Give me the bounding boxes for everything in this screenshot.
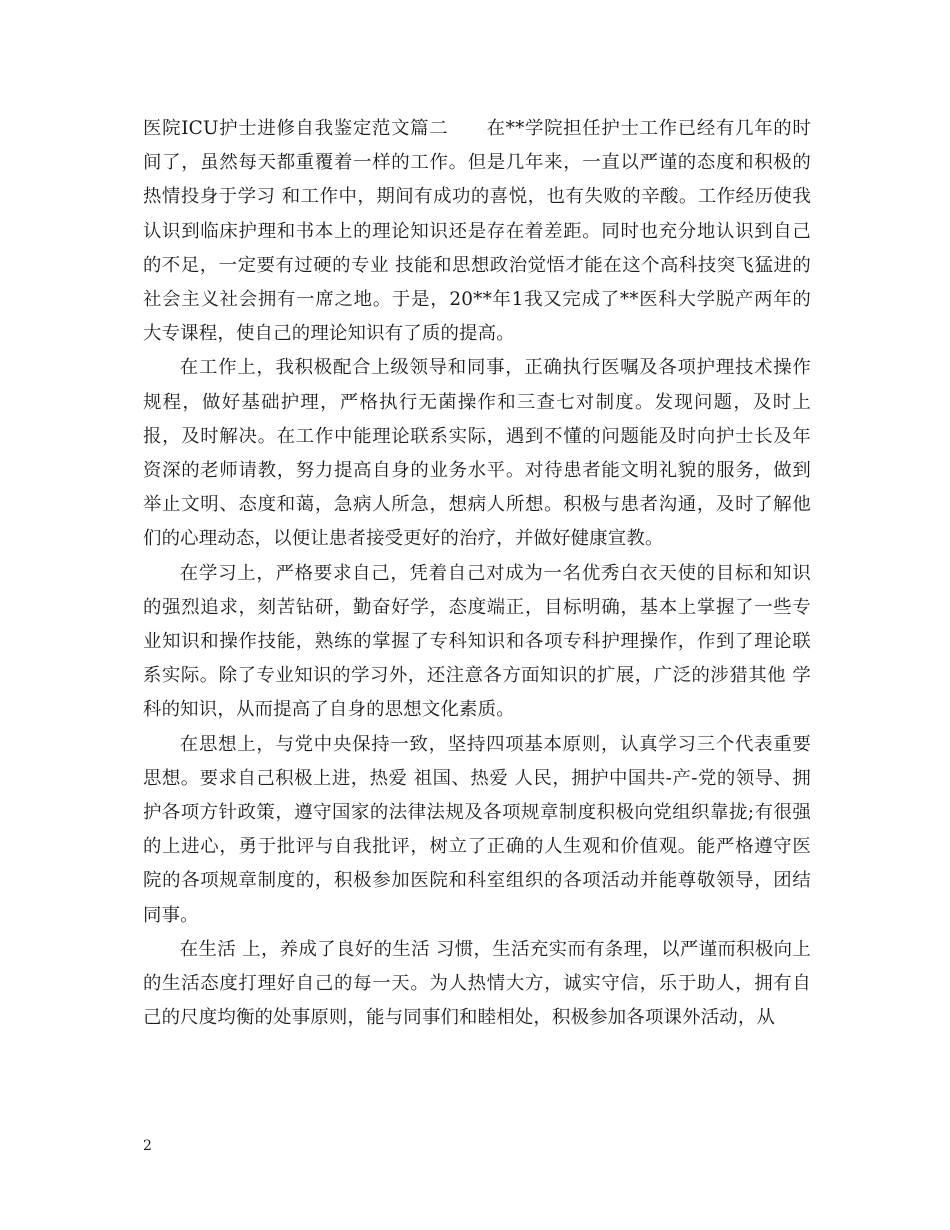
paragraph-ideology: 在思想上，与党中央保持一致，坚持四项基本原则，认真学习三个代表重要思想。要求自己积极上进，热爱 祖国、热爱 人民，拥护中国共-产-党的领导、拥护各项方针政策，遵守国家的法律法规及各项规章制度积极向党组织靠拢;有很强的上进心，勇于批评与自我批评，树立了正确的人生观和价值观。能严格遵守医院的各项规章制度的，积极参加医院和科室组织的各项活动并能尊敬领导，团结同事。 [143, 733, 811, 926]
paragraph-life: 在生活 上，养成了良好的生活 习惯，生活充实而有条理，以严谨而积极向上的生活态度打理好自己的每一天。为人热情大方，诚实守信，乐于助人，拥有自己的尺度均衡的处事原则，能与同事们和睦相处，积极参加各项课外活动，从 [143, 938, 811, 1029]
paragraph-study: 在学习上，严格要求自己，凭着自己对成为一名优秀白衣天使的目标和知识的强烈追求，刻苦钻研，勤奋好学，态度端正，目标明确，基本上掌握了一些专业知识和操作技能，熟练的掌握了专科知识和各项专科护理操作，作到了理论联系实际。除了专业知识的学习外，还注意各方面知识的扩展，广泛的涉猎其他 学科的知识，从而提高了自身的思想文化素质。 [143, 562, 811, 721]
page-number: 2 [143, 1138, 152, 1154]
paragraph-work: 在工作上，我积极配合上级领导和同事，正确执行医嘱及各项护理技术操作规程，做好基础护理，严格执行无菌操作和三查七对制度。发现问题，及时上报，及时解决。在工作中能理论联系实际，遇到不懂的问题能及时向护士长及年资深的老师请教，努力提高自身的业务水平。对待患者能文明礼貌的服务，做到举止文明、态度和蔼，急病人所急，想病人所想。积极与患者沟通，及时了解他们的心理动态，以便让患者接受更好的治疗，并做好健康宣教。 [143, 357, 811, 550]
document-body [143, 112, 811, 1035]
paragraph-title-intro: 医院ICU护士进修自我鉴定范文篇二 在**学院担任护士工作已经有几年的时间了，虽然每天都重覆着一样的工作。但是几年来，一直以严谨的态度和积极的热情投身于学习 和工作中，期间有成功的喜悦，也有失败的辛酸。工作经历使我认识到临床护理和书本上的理论知识还是存在着差距。同时也充分地认识到自己的不足，一定要有过硬的专业 技能和思想政治觉悟才能在这个高科技突飞猛进的社会主义社会拥有一席之地。于是，20**年1我又完成了**医科大学脱产两年的大专课程，使自己的理论知识有了质的提高。 [143, 118, 811, 345]
